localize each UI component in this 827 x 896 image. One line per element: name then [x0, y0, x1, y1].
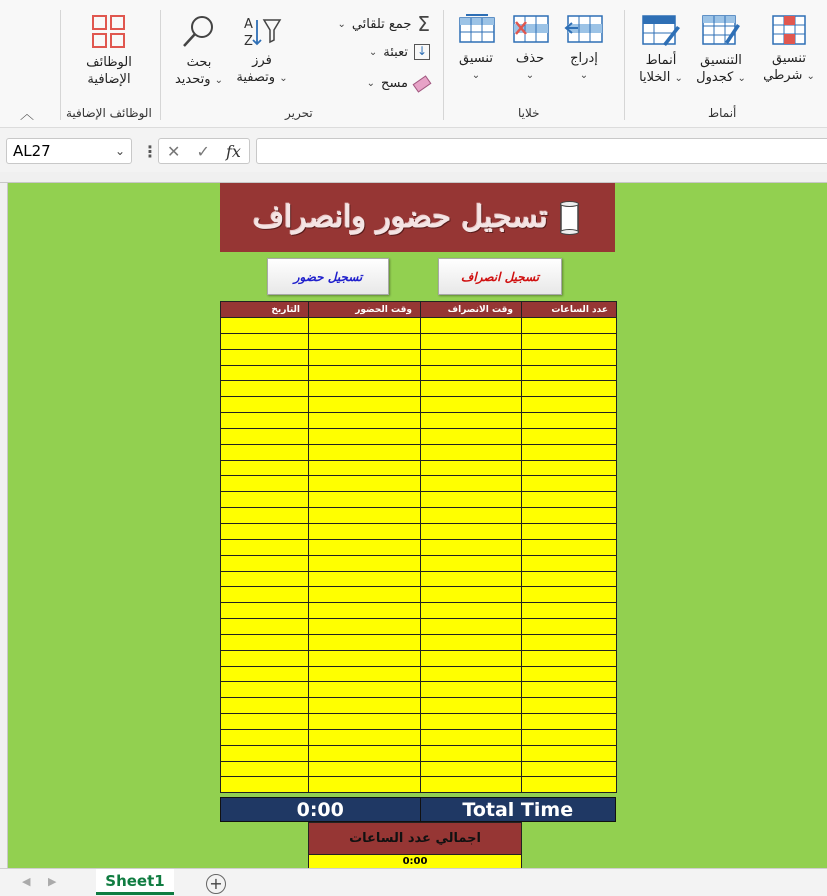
check-out-label: تسجيل انصراف	[460, 269, 540, 284]
table-row	[221, 349, 617, 365]
chevron-down-icon: ⌄	[368, 46, 378, 58]
table-cell[interactable]	[421, 761, 522, 777]
table-cell[interactable]	[522, 333, 617, 349]
group-label-styles: أنماط	[708, 106, 737, 120]
group-label-cells: خلايا	[518, 106, 540, 120]
table-cell[interactable]	[522, 571, 617, 587]
table-row	[221, 397, 617, 413]
table-cell[interactable]	[421, 539, 522, 555]
table-cell[interactable]	[421, 349, 522, 365]
table-cell[interactable]	[221, 571, 309, 587]
table-cell[interactable]	[221, 523, 309, 539]
table-cell[interactable]	[309, 682, 421, 698]
table-cell[interactable]	[221, 682, 309, 698]
table-row	[221, 333, 617, 349]
table-row	[221, 634, 617, 650]
table-cell[interactable]	[421, 714, 522, 730]
table-cell[interactable]	[421, 587, 522, 603]
table-cell[interactable]	[421, 492, 522, 508]
table-cell[interactable]	[221, 619, 309, 635]
svg-text:A: A	[244, 17, 253, 32]
table-cell[interactable]	[221, 365, 309, 381]
table-cell[interactable]	[309, 587, 421, 603]
table-cell[interactable]	[221, 428, 309, 444]
total-hours-value[interactable]: 0:00	[309, 855, 521, 868]
table-cell[interactable]	[421, 413, 522, 429]
cell-styles-label-1: أنماط	[645, 53, 677, 68]
table-cell[interactable]	[221, 397, 309, 413]
table-cell[interactable]	[421, 745, 522, 761]
cell-styles-icon	[641, 14, 681, 48]
table-cell[interactable]	[522, 650, 617, 666]
table-cell[interactable]	[309, 698, 421, 714]
table-cell[interactable]	[421, 476, 522, 492]
sheet-title: تسجيل حضور وانصراف	[253, 200, 548, 235]
chevron-down-icon: ⌄	[806, 71, 815, 82]
table-cell[interactable]	[522, 508, 617, 524]
conditional-formatting-label-1: تنسيق	[772, 51, 806, 66]
format-cells-label: تنسيق	[459, 51, 493, 66]
table-cell[interactable]	[522, 523, 617, 539]
table-cell[interactable]	[421, 729, 522, 745]
table-cell[interactable]	[522, 476, 617, 492]
check-out-button[interactable]	[438, 258, 562, 295]
table-cell[interactable]	[221, 666, 309, 682]
table-cell[interactable]	[421, 381, 522, 397]
total-time-value[interactable]: 0:00	[221, 798, 421, 821]
table-cell[interactable]	[421, 650, 522, 666]
find-select-label-1: بحث	[186, 55, 212, 70]
table-row	[221, 714, 617, 730]
table-cell[interactable]	[309, 492, 421, 508]
sort-filter-button[interactable]	[230, 14, 294, 87]
chevron-down-icon: ⌄	[337, 18, 346, 30]
table-cell[interactable]	[522, 666, 617, 682]
table-row	[221, 508, 617, 524]
table-cell[interactable]	[522, 761, 617, 777]
fill-down-icon: ↓	[414, 44, 430, 60]
table-cell[interactable]	[309, 761, 421, 777]
autosum-button[interactable]	[300, 12, 430, 36]
table-cell[interactable]	[421, 777, 522, 793]
autosum-label: جمع تلقائي	[351, 16, 412, 32]
delete-cells-label: حذف	[515, 51, 545, 66]
check-in-button[interactable]	[267, 258, 389, 295]
table-row	[221, 476, 617, 492]
format-as-table-label-1: التنسيق	[700, 53, 742, 68]
table-cell[interactable]	[421, 571, 522, 587]
table-cell[interactable]	[421, 508, 522, 524]
group-label-addins: الوظائف الإضافية	[66, 106, 152, 120]
table-cell[interactable]	[522, 714, 617, 730]
more-options-icon[interactable]: ⋮	[142, 142, 158, 161]
table-cell[interactable]	[522, 460, 617, 476]
chevron-down-icon: ⌄	[214, 75, 224, 86]
table-cell[interactable]	[522, 603, 617, 619]
chevron-down-icon: ⌄	[579, 70, 589, 81]
format-cells-icon	[456, 14, 496, 46]
table-cell[interactable]	[522, 777, 617, 793]
table-cell[interactable]	[421, 666, 522, 682]
table-row	[221, 318, 617, 334]
table-cell[interactable]	[221, 444, 309, 460]
total-hours-box	[308, 822, 522, 868]
title-banner	[220, 183, 615, 252]
formula-bar	[0, 134, 827, 168]
insert-cells-icon	[564, 14, 604, 46]
table-cell[interactable]	[309, 460, 421, 476]
clear-label: مسح	[381, 76, 408, 91]
table-row	[221, 682, 617, 698]
chevron-down-icon: ⌄	[471, 70, 481, 81]
name-box[interactable]	[6, 138, 132, 164]
row-headers	[0, 183, 8, 868]
table-row	[221, 428, 617, 444]
table-row	[221, 745, 617, 761]
add-sheet-icon[interactable]: +	[206, 874, 226, 894]
table-row	[221, 555, 617, 571]
table-cell[interactable]	[522, 397, 617, 413]
table-row	[221, 444, 617, 460]
table-cell[interactable]	[309, 571, 421, 587]
scroll-icon	[558, 201, 582, 235]
scroll-right-icon[interactable]: ▶	[48, 875, 57, 888]
table-cell[interactable]	[309, 349, 421, 365]
table-cell[interactable]	[309, 729, 421, 745]
table-cell[interactable]	[309, 523, 421, 539]
format-as-table-icon	[701, 14, 741, 48]
table-cell[interactable]	[309, 555, 421, 571]
conditional-formatting-label-2: شرطي	[763, 68, 803, 83]
chevron-down-icon: ⌄	[366, 78, 376, 89]
table-cell[interactable]	[221, 539, 309, 555]
table-cell[interactable]	[221, 413, 309, 429]
sort-filter-icon	[242, 14, 282, 48]
table-cell[interactable]	[309, 444, 421, 460]
table-cell[interactable]	[221, 777, 309, 793]
scroll-left-icon[interactable]: ◀	[22, 875, 31, 888]
delete-cells-button[interactable]	[504, 14, 556, 84]
group-separator	[60, 10, 61, 120]
group-separator	[160, 10, 161, 120]
table-cell[interactable]	[309, 333, 421, 349]
table-cell[interactable]	[221, 729, 309, 745]
formula-actions	[158, 138, 250, 164]
cell-styles-label-2: الخلايا	[639, 70, 671, 85]
table-cell[interactable]	[221, 492, 309, 508]
table-cell[interactable]	[309, 619, 421, 635]
addins-icon	[90, 14, 128, 50]
table-cell[interactable]	[522, 682, 617, 698]
table-cell[interactable]	[221, 476, 309, 492]
header-check-out-time[interactable]: وقت الانصراف	[421, 302, 522, 318]
chevron-down-icon: ⌄	[525, 70, 535, 81]
table-row	[221, 666, 617, 682]
total-time-label[interactable]: Total Time	[462, 798, 574, 821]
table-row	[221, 650, 617, 666]
table-row	[221, 571, 617, 587]
table-row	[221, 492, 617, 508]
table-cell[interactable]	[522, 492, 617, 508]
check-icon[interactable]: ✓	[196, 141, 210, 161]
insert-function-icon[interactable]: fx	[226, 141, 241, 161]
conditional-formatting-icon	[771, 14, 807, 46]
table-row	[221, 729, 617, 745]
table-cell[interactable]	[221, 555, 309, 571]
chevron-down-icon: ⌄	[674, 73, 683, 84]
clear-button[interactable]	[348, 76, 430, 91]
table-cell[interactable]	[522, 587, 617, 603]
table-cell[interactable]	[221, 333, 309, 349]
table-cell[interactable]	[309, 603, 421, 619]
addins-label-2: الإضافية	[87, 72, 131, 87]
table-row	[221, 619, 617, 635]
table-cell[interactable]	[309, 428, 421, 444]
table-cell[interactable]	[522, 729, 617, 745]
group-label-editing: تحرير	[285, 106, 313, 120]
table-row	[221, 381, 617, 397]
table-cell[interactable]	[421, 698, 522, 714]
table-cell[interactable]	[309, 745, 421, 761]
table-row	[221, 587, 617, 603]
table-row	[221, 523, 617, 539]
formula-input[interactable]	[256, 138, 827, 164]
fill-button[interactable]	[354, 44, 430, 60]
table-cell[interactable]	[522, 539, 617, 555]
table-cell[interactable]	[221, 603, 309, 619]
attendance-table	[220, 301, 617, 793]
cell-styles-button[interactable]	[630, 14, 692, 87]
group-separator	[443, 10, 444, 120]
table-cell[interactable]	[421, 460, 522, 476]
table-cell[interactable]	[421, 428, 522, 444]
table-cell[interactable]	[221, 587, 309, 603]
table-cell[interactable]	[522, 365, 617, 381]
table-cell[interactable]	[421, 365, 522, 381]
search-icon	[180, 14, 218, 50]
table-cell[interactable]	[421, 555, 522, 571]
table-cell[interactable]	[309, 476, 421, 492]
table-cell[interactable]	[309, 381, 421, 397]
table-cell[interactable]	[522, 619, 617, 635]
table-cell[interactable]	[309, 666, 421, 682]
format-cells-button[interactable]	[448, 14, 504, 84]
table-row	[221, 761, 617, 777]
svg-text:Z: Z	[244, 34, 253, 48]
table-row	[221, 777, 617, 793]
addins-label-1: الوظائف	[86, 55, 132, 70]
format-as-table-button[interactable]	[690, 14, 752, 87]
table-cell[interactable]	[309, 539, 421, 555]
table-cell[interactable]	[522, 349, 617, 365]
find-select-label-2: وتحديد	[174, 72, 211, 87]
table-cell[interactable]	[221, 460, 309, 476]
total-hours-label[interactable]: اجمالي عدد الساعات	[309, 823, 521, 855]
collapse-ribbon-icon[interactable]: ︿	[20, 107, 34, 123]
cancel-icon[interactable]: ✕	[167, 141, 181, 161]
format-as-table-label-2: كجدول	[696, 70, 734, 85]
total-time-row	[220, 797, 616, 822]
header-check-in-time[interactable]: وقت الحضور	[309, 302, 421, 318]
header-date[interactable]: التاريخ	[221, 302, 309, 318]
table-cell[interactable]	[522, 444, 617, 460]
table-cell[interactable]	[309, 365, 421, 381]
addins-button[interactable]	[76, 14, 142, 88]
table-cell[interactable]	[221, 381, 309, 397]
table-cell[interactable]	[421, 682, 522, 698]
chevron-down-icon[interactable]: ⌄	[114, 144, 125, 158]
table-cell[interactable]	[221, 349, 309, 365]
sort-filter-label-1: فرز	[252, 53, 272, 68]
column-headers	[0, 172, 827, 183]
table-cell[interactable]	[522, 428, 617, 444]
table-row	[221, 460, 617, 476]
table-cell[interactable]	[309, 777, 421, 793]
table-cell[interactable]	[522, 413, 617, 429]
table-cell[interactable]	[221, 698, 309, 714]
table-cell[interactable]	[309, 318, 421, 334]
ribbon	[0, 0, 827, 128]
table-cell[interactable]	[421, 634, 522, 650]
table-cell[interactable]	[309, 634, 421, 650]
header-hours[interactable]: عدد الساعات	[522, 302, 617, 318]
table-cell[interactable]	[421, 333, 522, 349]
table-cell[interactable]	[309, 650, 421, 666]
table-cell[interactable]	[522, 381, 617, 397]
table-cell[interactable]	[309, 413, 421, 429]
sort-filter-label-2: وتصفية	[236, 70, 276, 85]
table-cell[interactable]	[221, 761, 309, 777]
table-cell[interactable]	[522, 698, 617, 714]
table-cell[interactable]	[309, 714, 421, 730]
sheet-tab-bar	[0, 868, 827, 896]
chevron-down-icon: ⌄	[279, 73, 288, 84]
table-row	[221, 698, 617, 714]
table-cell[interactable]	[309, 508, 421, 524]
table-body	[221, 318, 617, 793]
table-cell[interactable]	[221, 650, 309, 666]
table-cell[interactable]	[421, 318, 522, 334]
fill-label: تعبئة	[383, 44, 408, 60]
check-in-label: تسجيل حضور	[293, 269, 363, 284]
table-cell[interactable]	[421, 397, 522, 413]
table-row	[221, 365, 617, 381]
name-box-value: AL27	[13, 142, 51, 160]
group-separator	[624, 10, 625, 120]
insert-cells-label: إدراج	[570, 51, 598, 66]
table-cell[interactable]	[221, 508, 309, 524]
table-cell[interactable]	[522, 634, 617, 650]
table-cell[interactable]	[421, 619, 522, 635]
table-cell[interactable]	[221, 745, 309, 761]
sheet-tab[interactable]: Sheet1	[96, 869, 174, 895]
eraser-icon	[413, 75, 432, 92]
delete-cells-icon	[510, 14, 550, 46]
table-row	[221, 413, 617, 429]
table-cell[interactable]	[221, 714, 309, 730]
sigma-icon: Σ	[417, 12, 430, 36]
table-row	[221, 603, 617, 619]
table-cell[interactable]	[522, 318, 617, 334]
table-cell[interactable]	[221, 318, 309, 334]
table-cell[interactable]	[421, 444, 522, 460]
table-cell[interactable]	[309, 397, 421, 413]
table-cell[interactable]	[421, 523, 522, 539]
table-header-row	[221, 302, 617, 318]
conditional-formatting-button[interactable]	[758, 14, 820, 85]
table-cell[interactable]	[522, 555, 617, 571]
table-row	[221, 539, 617, 555]
table-cell[interactable]	[522, 745, 617, 761]
insert-cells-button[interactable]	[558, 14, 610, 84]
table-cell[interactable]	[421, 603, 522, 619]
find-select-button[interactable]	[168, 14, 230, 89]
table-cell[interactable]	[221, 634, 309, 650]
chevron-down-icon: ⌄	[737, 73, 746, 84]
